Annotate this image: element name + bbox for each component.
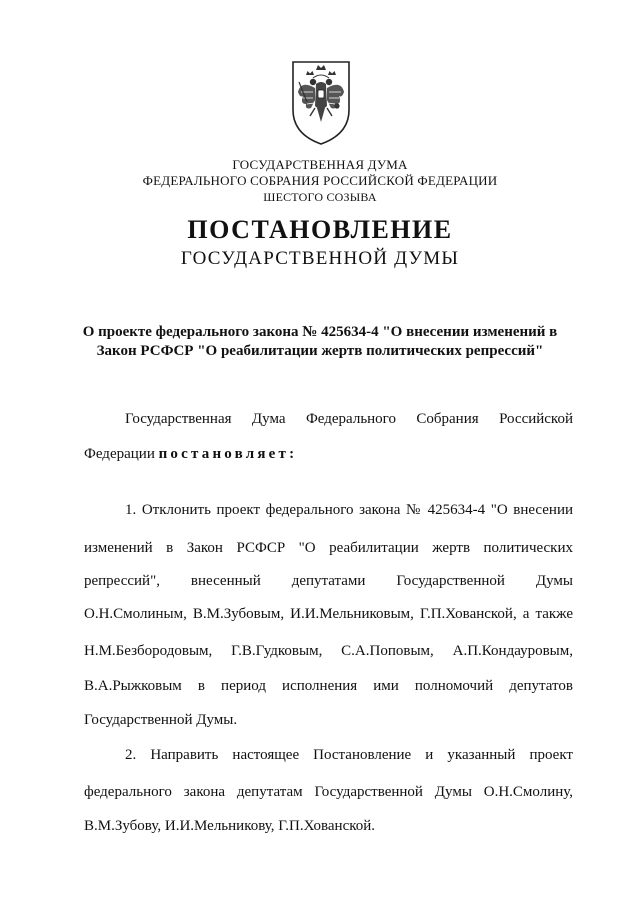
clause1-line-4: О.Н.Смолиным, В.М.Зубовым, И.И.Мельниковым, Г.П.Хованской, а также [84, 606, 573, 622]
clause2-line-1: 2. Направить настоящее Постановление и указанный проект [125, 747, 573, 763]
document-title: ПОСТАНОВЛЕНИЕ [187, 215, 453, 244]
subject-line-2: Закон РСФСР "О реабилитации жертв политических репрессий" [96, 343, 544, 359]
clause1-line-1: 1. Отклонить проект федерального закона № 425634-4 "О внесении [125, 502, 573, 518]
assembly-name: ФЕДЕРАЛЬНОГО СОБРАНИЯ РОССИЙСКОЙ ФЕДЕРАЦИИ [142, 173, 498, 188]
clause1-line-7: Государственной Думы. [84, 712, 238, 728]
document-subtitle: ГОСУДАРСТВЕННОЙ ДУМЫ [180, 248, 460, 269]
coat-of-arms-emblem [289, 58, 353, 148]
clause2-line-2: федерального закона депутатам Государственной Думы О.Н.Смолину, [84, 784, 573, 800]
resolves-word: постановляет: [158, 446, 298, 462]
preamble-line-1: Государственная Дума Федерального Собрания Российской [125, 411, 573, 427]
clause1-line-3: репрессий", внесенный депутатами Государственной Думы [84, 573, 573, 589]
clause2-line-3: В.М.Зубову, И.И.Мельникову, Г.П.Хованской. [84, 818, 376, 834]
convocation-name: ШЕСТОГО СОЗЫВА [263, 190, 377, 204]
clause1-line-5: Н.М.Безбородовым, Г.В.Гудковым, С.А.Поповым, А.П.Кондауровым, [84, 643, 573, 659]
subject-line-1: О проекте федерального закона № 425634-4 "О внесении изменений в [82, 324, 558, 340]
preamble-line-2 [84, 446, 573, 463]
clause1-line-6: В.А.Рыжковым в период исполнения ими полномочий депутатов [84, 678, 573, 694]
preamble-prefix: Федерации [84, 446, 159, 462]
clause1-line-2: изменений в Закон РСФСР "О реабилитации жертв политических [84, 540, 573, 556]
chamber-name: ГОСУДАРСТВЕННАЯ ДУМА [232, 157, 408, 172]
